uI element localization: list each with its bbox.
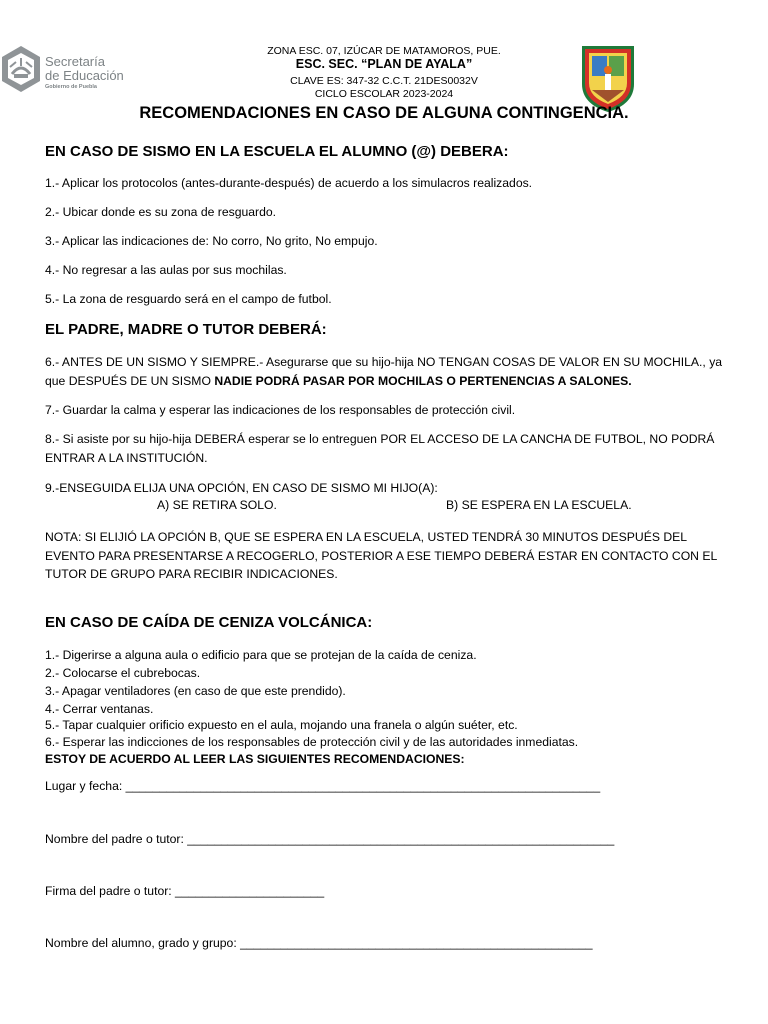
ceniza-item-5: 5.- Tapar cualquier orificio expuesto en el aula, mojando una franela o algún suéter, etc. [45, 718, 518, 732]
sep-logo-line2: de Educación [45, 68, 124, 83]
sismo-item-4: 4.- No regresar a las aulas por sus mochilas. [45, 263, 287, 277]
sismo-item-2: 2.- Ubicar donde es su zona de resguardo. [45, 205, 277, 219]
acuerdo-statement: ESTOY DE ACUERDO AL LEER LAS SIGUIENTES RECOMENDACIONES: [45, 752, 465, 766]
padre-item-6-text: 6.- ANTES DE UN SISMO Y SIEMPRE.- Asegurarse que su hijo-hija NO TENGAN COSAS DE VALOR EN SU MOCHILA., ya que DESPUÉS DE UN SISMO [45, 355, 723, 388]
sep-logo-line1: Secretaría [45, 54, 105, 69]
ceniza-item-6: 6.- Esperar las indicciones de los responsables de protección civil y de las autoridades inmediatas. [45, 735, 579, 749]
ceniza-heading: EN CASO DE CAÍDA DE CENIZA VOLCÁNICA: [45, 614, 373, 631]
nombre-padre-field[interactable]: Nombre del padre o tutor: _______________________________________________________________ [45, 832, 615, 846]
padre-item-6-bold: NADIE PODRÁ PASAR POR MOCHILAS O PERTENENCIAS A SALONES. [214, 373, 632, 388]
firma-padre-field[interactable]: Firma del padre o tutor: ______________________ [45, 884, 325, 898]
option-a: A) SE RETIRA SOLO. [157, 498, 277, 512]
sep-logo-line3: Gobierno de Puebla [45, 84, 97, 90]
nombre-alumno-field[interactable]: Nombre del alumno, grado y grupo: ____________________________________________________ [45, 936, 593, 950]
sismo-item-3: 3.- Aplicar las indicaciones de: No corro, No grito, No empujo. [45, 234, 378, 248]
ceniza-item-4: 4.- Cerrar ventanas. [45, 702, 154, 716]
padre-item-7: 7.- Guardar la calma y esperar las indicaciones de los responsables de protección civil. [45, 403, 516, 417]
padre-item-8: 8.- Si asiste por su hijo-hija DEBERÁ esperar se lo entreguen POR EL ACCESO DE LA CANCHA DE FUTBOL, NO PODRÁ ENTRAR A LA INSTITUCIÓN. [45, 432, 715, 465]
lugar-fecha-field[interactable]: Lugar y fecha: ______________________________________________________________________ [45, 779, 601, 793]
sismo-heading: EN CASO DE SISMO EN LA ESCUELA EL ALUMNO (@) DEBERA: [45, 143, 509, 160]
sismo-item-1: 1.- Aplicar los protocolos (antes-durante-después) de acuerdo a los simulacros realizados. [45, 176, 533, 190]
sismo-item-5: 5.- La zona de resguardo será en el campo de futbol. [45, 292, 332, 306]
ceniza-item-2: 2.- Colocarse el cubrebocas. [45, 666, 201, 680]
padre-item-9: 9.-ENSEGUIDA ELIJA UNA OPCIÓN, EN CASO DE SISMO MI HIJO(A): [45, 481, 438, 495]
ciclo-line: CICLO ESCOLAR 2023-2024 [314, 88, 454, 100]
zona-line: ZONA ESC. 07, IZÚCAR DE MATAMOROS, PUE. [267, 45, 501, 57]
padre-heading: EL PADRE, MADRE O TUTOR DEBERÁ: [45, 321, 327, 338]
school-name: ESC. SEC. “PLAN DE AYALA” [295, 57, 473, 71]
clave-line: CLAVE ES: 347-32 C.C.T. 21DES0032V [290, 75, 478, 87]
document-title: RECOMENDACIONES EN CASO DE ALGUNA CONTINGENCIA. [139, 104, 629, 122]
ceniza-item-1: 1.- Digerirse a alguna aula o edificio para que se protejan de la caída de ceniza. [45, 648, 477, 662]
ceniza-item-3: 3.- Apagar ventiladores (en caso de que este prendido). [45, 684, 346, 698]
option-b: B) SE ESPERA EN LA ESCUELA. [446, 498, 632, 512]
nota-paragraph: NOTA: SI ELIJIÓ LA OPCIÓN B, QUE SE ESPERA EN LA ESCUELA, USTED TENDRÁ 30 MINUTOS DESPUÉS DEL EVENTO PARA PRESENTARSE A RECOGERLO, POSTERIOR A ESE TIEMPO DEBERÁ ESTAR EN CONTACTO CON EL TUTOR DE GRUPO PARA RECIBIR INDICACIONES. [45, 530, 717, 581]
padre-item-6 [45, 353, 725, 390]
